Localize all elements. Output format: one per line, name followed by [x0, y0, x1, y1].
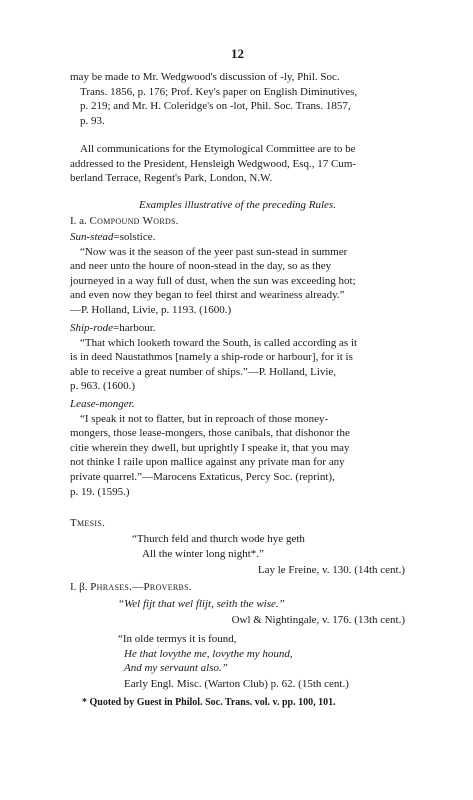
examples-heading: Examples illustrative of the preceding Rules. [139, 199, 336, 211]
entry-gloss: =harbour. [112, 322, 156, 334]
text-line: Trans. 1856, p. 176; Prof. Key's paper on English Diminutives, [80, 85, 358, 98]
proverb-two [70, 632, 405, 676]
verse-line: “Wel fijt that wel flijt, seith the wise.” [118, 598, 285, 610]
verse-line: All the winter long night*.” [142, 547, 264, 560]
communications-paragraph [70, 142, 405, 186]
section-heading-phrases [70, 580, 405, 595]
proverb-one [70, 597, 405, 612]
quote-line: “I speak it not to flatter, but in reproach of those money- [80, 412, 329, 425]
quote-line: private quarrel.”—Marocens Extaticus, Percy Soc. (reprint), [70, 470, 335, 483]
entry-lease-monger [70, 397, 405, 499]
quote-line: “That which looketh toward the South, is called according as it [80, 336, 358, 349]
section-heading-compound-words [70, 214, 405, 229]
quote-line: is in deed Naustathmos [namely a ship-rode or harbour], for it is [70, 351, 353, 364]
entry-sun-stead [70, 230, 405, 318]
verse-line: “In olde termys it is found, [118, 633, 237, 645]
section-label: I. a. [70, 215, 87, 227]
quote-citation: p. 19. (1595.) [70, 485, 130, 498]
verse-line: He that lovythe me, lovythe my hound, [124, 647, 293, 660]
text-line: berland Terrace, Regent's Park, London, N.W. [70, 172, 273, 185]
entry-term: Ship-rode [70, 322, 113, 334]
text-line: addressed to the President, Hensleigh Wedgwood, Esq., 17 Cum- [70, 157, 357, 170]
quote-citation: —P. Holland, Livie, p. 1193. (1600.) [70, 303, 232, 316]
proverb-one-citation: Owl & Nightingale, v. 176. (13th cent.) [231, 614, 405, 626]
section-heading-tmesis: Tmesis. [70, 517, 106, 529]
text-line: may be made to Mr. Wedgwood's discussion of -ly, Phil. Soc. [70, 71, 340, 83]
quote-line: and neer unto the houre of noon-stead in the day, so as they [70, 260, 332, 273]
quote-line: and even now they began to feel thirst and weariness already.” [70, 289, 345, 302]
section-label: I. β. [70, 581, 88, 593]
verse-line: “Thurch feld and thurch wode hye geth [132, 533, 305, 545]
quote-line: “Now was it the season of the yeer past sun-stead in summer [80, 245, 348, 258]
quote-line: citie wherein they dwell, but uprightly I speake it, that you may [70, 441, 350, 454]
tmesis-citation: Lay le Freine, v. 130. (14th cent.) [257, 564, 405, 576]
quote-line: journeyed in a way full of dust, when the sun was exceeding hot; [70, 274, 356, 287]
quote-line: mongers, those lease-mongers, those canibals, that dishonor the [70, 427, 350, 440]
text-line: p. 219; and Mr. H. Coleridge's on -lot, Phil. Soc. Trans. 1857, [80, 100, 351, 113]
entry-ship-rode [70, 321, 405, 394]
text-line: p. 93. [80, 114, 105, 127]
text-line: All communications for the Etymological Committee are to be [80, 143, 356, 155]
intro-paragraph [70, 70, 405, 128]
proverb-two-citation: Early Engl. Misc. (Warton Club) p. 62. (15th cent.) [124, 678, 349, 690]
footnote: * Quoted by Guest in Philol. Soc. Trans. vol. v. pp. 100, 101. [82, 697, 336, 708]
section-title: Compound Words. [89, 215, 179, 227]
page-number: 12 [231, 46, 244, 61]
entry-gloss: =solstice. [113, 231, 156, 243]
quote-citation: p. 963. (1600.) [70, 380, 136, 393]
entry-term: Sun-stead [70, 231, 114, 243]
verse-line: And my servaunt also.” [124, 662, 228, 675]
tmesis-verse [70, 532, 405, 561]
quote-line: not thinke I raile upon mallice against any private man for any [70, 456, 345, 469]
section-title: Phrases.—Proverbs. [90, 581, 192, 593]
quote-line: able to receive a great number of ships.”—P. Holland, Livie, [70, 365, 337, 378]
entry-term: Lease-monger. [70, 398, 135, 410]
